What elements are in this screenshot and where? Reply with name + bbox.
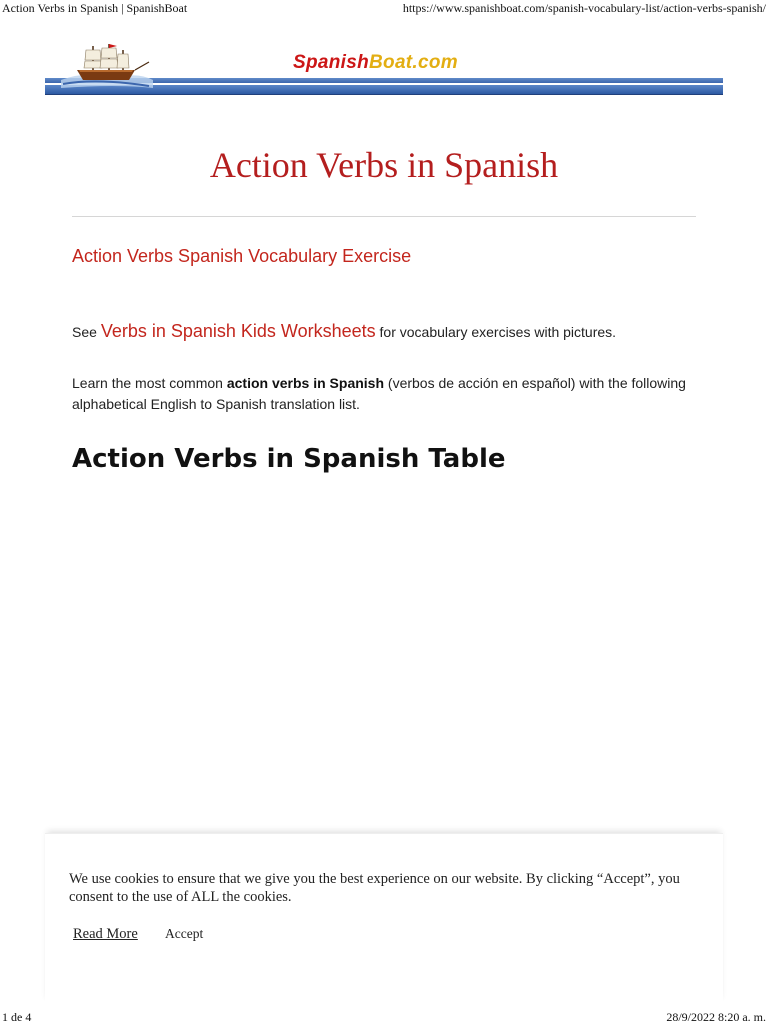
worksheets-link[interactable]: Verbs in Spanish Kids Worksheets [100, 321, 376, 341]
page-title: Action Verbs in Spanish [209, 145, 559, 185]
print-datetime: 28/9/2022 8:20 a. m. [666, 1010, 766, 1024]
see-paragraph [72, 321, 712, 342]
accept-button[interactable]: Accept [165, 926, 204, 941]
learn-suffix: (verbos de acción en español) with the following alphabetical English to Spanish translation list. [72, 375, 686, 412]
page-number: 1 de 4 [2, 1010, 32, 1024]
print-header-url: https://www.spanishboat.com/spanish-vocabulary-list/action-verbs-spanish/ [402, 1, 766, 15]
logo-text-boat: Boat.com [369, 52, 458, 73]
learn-prefix: Learn the most common [72, 375, 223, 391]
site-banner [45, 40, 723, 96]
print-header-title: Action Verbs in Spanish | SpanishBoat [2, 1, 188, 15]
logo-text-spanish: Spanish [293, 52, 370, 73]
learn-bold: action verbs in Spanish [226, 375, 385, 391]
exercise-link[interactable]: Action Verbs Spanish Vocabulary Exercise [72, 246, 412, 266]
see-prefix: See [72, 324, 97, 340]
ship-icon [57, 40, 157, 96]
title-divider [72, 216, 696, 217]
cookie-message: We use cookies to ensure that we give you the best experience on our website. By clicking “Accept”, you consent to the use of ALL the cookies. [69, 871, 680, 905]
print-footer [0, 1008, 768, 1024]
intro-paragraph [72, 373, 712, 415]
print-header [0, 0, 768, 16]
read-more-link[interactable]: Read More [73, 926, 138, 942]
section-heading: Action Verbs in Spanish Table [72, 444, 506, 474]
see-suffix: for vocabulary exercises with pictures. [379, 324, 617, 340]
site-logo[interactable] [293, 52, 458, 74]
cookie-banner [45, 833, 723, 1004]
